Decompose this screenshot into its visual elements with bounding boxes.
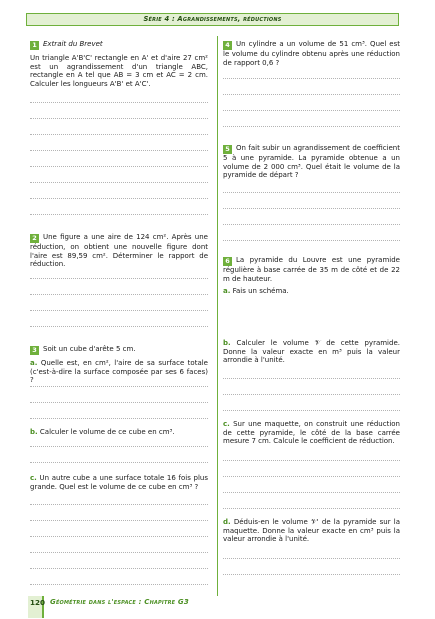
part-text: Quelle est, en cm², l'aire de sa surface totale (c'est-à-dire la surface composée par ses 6 faces) ?: [30, 359, 208, 385]
answer-line[interactable]: [30, 294, 208, 295]
exercise-6-part-c: [223, 420, 400, 446]
answer-line[interactable]: [223, 94, 400, 95]
exercise-6-part-d: [223, 518, 400, 544]
answer-line[interactable]: [30, 568, 208, 569]
answer-line[interactable]: [30, 278, 208, 279]
exercise-number: 4: [223, 41, 232, 50]
answer-line[interactable]: [223, 78, 400, 79]
column-divider: [217, 36, 218, 596]
answer-line[interactable]: [223, 208, 400, 209]
exercise-2: [30, 233, 208, 269]
answer-line[interactable]: [30, 552, 208, 553]
answer-line[interactable]: [223, 558, 400, 559]
exercise-3-part-c: [30, 474, 208, 491]
answer-line[interactable]: [223, 476, 400, 477]
answer-line[interactable]: [30, 166, 208, 167]
part-text: Calculer le volume de ce cube en cm³.: [39, 428, 175, 436]
part-text: Fais un schéma.: [232, 287, 289, 296]
part-text: Un autre cube a une surface totale 16 fois plus grande. Quel est le volume de ce cube en cm³ ?: [30, 474, 208, 491]
answer-line[interactable]: [30, 150, 208, 151]
exercise-text: Un cylindre a un volume de 51 cm³. Quel est le volume du cylindre obtenu après une réduction de rapport 0,6 ?: [223, 40, 400, 67]
answer-line[interactable]: [223, 110, 400, 111]
exercise-3-part-b: [30, 428, 208, 437]
answer-line[interactable]: [30, 584, 208, 585]
exercise-1: [30, 40, 208, 88]
answer-line[interactable]: [30, 102, 208, 103]
part-text: Sur une maquette, on construit une réduction de cette pyramide, le côté de la base carrée mesure 7 cm. Calcule le coefficient de réduction.: [223, 420, 400, 446]
part-label: b.: [30, 428, 38, 436]
answer-line[interactable]: [30, 446, 208, 447]
exercise-intro: Soit un cube d'arête 5 cm.: [43, 345, 136, 353]
answer-line[interactable]: [223, 224, 400, 225]
exercise-text: Une figure a une aire de 124 cm². Après une réduction, on obtient une nouvelle figure dont l'aire est 89,59 cm². Déterminer le rapport de réduction.: [30, 233, 208, 269]
answer-line[interactable]: [30, 536, 208, 537]
exercise-3: [30, 345, 208, 385]
page-number: 120: [30, 598, 46, 607]
answer-line[interactable]: [30, 214, 208, 215]
answer-line[interactable]: [30, 386, 208, 387]
part-text: Déduis-en le volume 𝒱' de la pyramide sur la maquette. Donne la valeur exacte en cm³ puis la valeur arrondie à l'unité.: [223, 518, 400, 544]
answer-line[interactable]: [30, 418, 208, 419]
answer-line[interactable]: [223, 574, 400, 575]
exercise-number: 6: [223, 257, 232, 266]
answer-line[interactable]: [30, 134, 208, 135]
answer-line[interactable]: [223, 192, 400, 193]
exercise-text: Un triangle A'B'C' rectangle en A' et d'aire 27 cm² est un agrandissement d'un triangle ABC, rectangle en A tel que AB = 3 cm et AC = 2 cm. Calculer les longueurs A'B' et A'C'.: [30, 54, 208, 88]
exercise-6: [223, 256, 400, 296]
answer-line[interactable]: [30, 198, 208, 199]
answer-line[interactable]: [223, 240, 400, 241]
exercise-5: [223, 144, 400, 180]
answer-line[interactable]: [30, 504, 208, 505]
chapter-title: Géométrie dans l'espace : Chapitre G3: [50, 598, 189, 606]
exercise-text: On fait subir un agrandissement de coefficient 5 à une pyramide. La pyramide obtenue a un volume de 2 000 cm³. Quel était le volume de la pyramide de départ ?: [223, 144, 400, 180]
answer-line[interactable]: [223, 378, 400, 379]
answer-line[interactable]: [30, 520, 208, 521]
exercise-number: 1: [30, 41, 39, 50]
exercise-4: [223, 40, 400, 67]
answer-line[interactable]: [30, 310, 208, 311]
exercise-number: 3: [30, 346, 39, 355]
part-label: b.: [223, 339, 231, 347]
answer-line[interactable]: [223, 410, 400, 411]
part-label: c.: [223, 420, 230, 428]
part-label: a.: [30, 359, 38, 367]
answer-line[interactable]: [30, 326, 208, 327]
part-label: a.: [223, 287, 231, 296]
part-label: d.: [223, 518, 231, 526]
exercise-intro: La pyramide du Louvre est une pyramide régulière à base carrée de 35 m de côté et de 22 m de hauteur.: [223, 256, 400, 283]
answer-line[interactable]: [223, 460, 400, 461]
part-label: c.: [30, 474, 37, 482]
exercise-number: 2: [30, 234, 39, 243]
answer-line[interactable]: [223, 394, 400, 395]
answer-line[interactable]: [30, 118, 208, 119]
exercise-source: Extrait du Brevet: [43, 40, 103, 48]
exercise-number: 5: [223, 145, 232, 154]
exercise-6-part-b: [223, 339, 400, 365]
part-text: Calculer le volume 𝒱 de cette pyramide. Donne la valeur exacte en m³ puis la valeur arrondie à l'unité.: [223, 339, 400, 365]
series-header: Série 4 : Agrandissements, réductions: [26, 13, 399, 26]
answer-line[interactable]: [223, 492, 400, 493]
answer-line[interactable]: [30, 402, 208, 403]
answer-line[interactable]: [30, 462, 208, 463]
answer-line[interactable]: [30, 182, 208, 183]
answer-line[interactable]: [223, 126, 400, 127]
answer-line[interactable]: [223, 508, 400, 509]
